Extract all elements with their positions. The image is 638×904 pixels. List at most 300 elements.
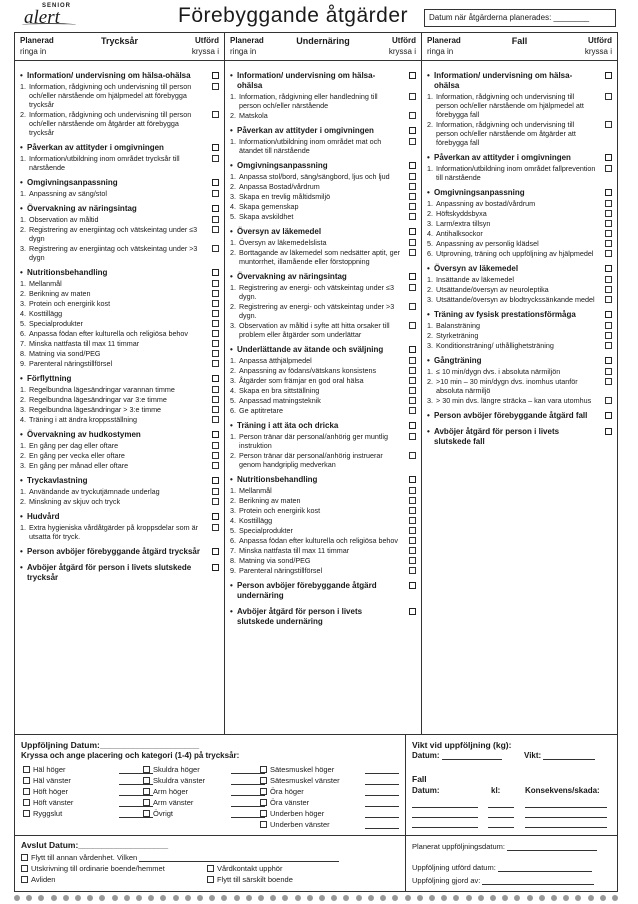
item-checkbox[interactable] xyxy=(212,416,219,423)
item-checkbox[interactable] xyxy=(409,527,416,534)
body-part-option[interactable]: Övrigt xyxy=(143,809,173,818)
item-checkbox[interactable] xyxy=(212,452,219,459)
section-heading: • Översyn av läkemedel xyxy=(230,227,416,237)
item-number: 2. xyxy=(20,289,26,298)
measure-item: 3. Protein och energirik kost xyxy=(230,506,416,515)
item-checkbox[interactable] xyxy=(409,303,416,310)
column-header xyxy=(422,33,617,61)
measure-item: 1. Information, rådgivning eller handledning till person och/eller närstående xyxy=(230,92,416,110)
item-number: 3. xyxy=(230,506,236,515)
decorative-dot xyxy=(405,895,411,901)
weight-value-field[interactable] xyxy=(524,751,595,760)
measure-item: 2. Registrering av energi- och vätskeintag under >3 dygn. xyxy=(230,302,416,320)
checkbox[interactable] xyxy=(260,821,267,828)
closure-title: Avslut Datum:___________________ xyxy=(21,840,169,850)
item-number: 3. xyxy=(427,295,433,304)
decorative-dot xyxy=(417,895,423,901)
section-checkbox[interactable] xyxy=(605,311,612,318)
checkbox[interactable] xyxy=(21,854,28,861)
checkbox[interactable] xyxy=(143,788,150,795)
measure-item: 2. >10 min – 30 min/dygn dvs. inomhus utanför absoluta närmiljö xyxy=(427,377,612,395)
checkbox[interactable] xyxy=(23,766,30,773)
section-heading: • Information/ undervisning om hälsa-ohälsa xyxy=(427,71,612,91)
decorative-dot xyxy=(14,895,20,901)
item-checkbox[interactable] xyxy=(409,357,416,364)
item-checkbox[interactable] xyxy=(212,300,219,307)
item-number: 1. xyxy=(20,441,26,450)
decorative-dot xyxy=(514,895,520,901)
decorative-dot xyxy=(563,895,569,901)
section-checkbox[interactable] xyxy=(605,428,612,435)
section-checkbox[interactable] xyxy=(409,422,416,429)
section-checkbox[interactable] xyxy=(605,265,612,272)
item-checkbox[interactable] xyxy=(212,190,219,197)
planned-header: Planerad xyxy=(427,36,461,45)
item-checkbox[interactable] xyxy=(605,378,612,385)
item-checkbox[interactable] xyxy=(409,138,416,145)
followup-pressure-ulcer xyxy=(15,735,406,835)
measure-item: 3. Utsättande/översyn av blodtryckssänkande medel xyxy=(427,295,612,304)
section-heading: • Påverkan av attityder i omgivningen xyxy=(20,143,219,153)
item-checkbox[interactable] xyxy=(409,517,416,524)
section-heading: • Omgivningsanpassning xyxy=(230,161,416,171)
body-part-option[interactable]: Höft höger xyxy=(23,787,68,796)
circle-hint: ringa in xyxy=(20,47,47,56)
item-number: 3. xyxy=(20,405,26,414)
decorative-dot xyxy=(38,895,44,901)
category-line[interactable] xyxy=(365,806,399,807)
section-checkbox[interactable] xyxy=(212,179,219,186)
section-heading: • Övervakning av hudkostymen xyxy=(20,430,219,440)
decorative-dot xyxy=(246,895,252,901)
section-heading: • Avböjer åtgärd för person i livets slutskede trycksår xyxy=(20,563,219,583)
item-number: 1. xyxy=(427,367,433,376)
section-checkbox[interactable] xyxy=(212,431,219,438)
measure-item: 1. Anpassa ätthjälpmedel xyxy=(230,356,416,365)
item-checkbox[interactable] xyxy=(605,240,612,247)
measure-item: 9. Parenteral näringstillförsel xyxy=(20,359,219,368)
item-checkbox[interactable] xyxy=(409,213,416,220)
item-number: 1. xyxy=(230,283,236,292)
item-checkbox[interactable] xyxy=(212,340,219,347)
item-checkbox[interactable] xyxy=(605,250,612,257)
done-header: Utförd xyxy=(392,36,416,45)
section-checkbox[interactable] xyxy=(212,375,219,382)
fall-time-line[interactable] xyxy=(488,807,514,808)
section-checkbox[interactable] xyxy=(409,346,416,353)
item-checkbox[interactable] xyxy=(605,121,612,128)
item-checkbox[interactable] xyxy=(409,367,416,374)
checkbox[interactable] xyxy=(207,876,214,883)
measure-section xyxy=(230,272,416,339)
measure-item: 1. Information, rådgivning och undervisning till person och/eller närstående om hjälpmedel att förebygga trycksår xyxy=(20,82,219,109)
checkbox[interactable] xyxy=(260,810,267,817)
measure-item: 2. Matskola xyxy=(230,111,416,120)
measure-section xyxy=(20,476,219,506)
section-checkbox[interactable] xyxy=(212,548,219,555)
measure-item: 2. Information, rådgivning och undervisning till person och/eller närstående om åtgärder att förebygga fall xyxy=(427,120,612,147)
measure-item: 1. Mellanmål xyxy=(20,279,219,288)
decorative-dot xyxy=(282,895,288,901)
item-number: 2. xyxy=(427,331,433,340)
item-checkbox[interactable] xyxy=(605,342,612,349)
measure-item: 5. Anpassad matningsteknik xyxy=(230,396,416,405)
item-checkbox[interactable] xyxy=(605,200,612,207)
item-checkbox[interactable] xyxy=(212,488,219,495)
measure-item: 3. Skapa en trevlig måltidsmiljö xyxy=(230,192,416,201)
measure-item: 5. Anpassning av personlig klädsel xyxy=(427,239,612,248)
logo-senior-text: SENIOR xyxy=(42,3,72,9)
decorative-dot xyxy=(26,895,32,901)
measure-item: 1. Information/utbildning inom området mat och ätandet till närstående xyxy=(230,137,416,155)
item-number: 9. xyxy=(230,566,236,575)
measures-grid xyxy=(14,32,618,735)
checkbox[interactable] xyxy=(143,766,150,773)
fall-date-line[interactable] xyxy=(412,807,478,808)
item-checkbox[interactable] xyxy=(212,320,219,327)
item-number: 4. xyxy=(427,229,433,238)
checkbox[interactable] xyxy=(21,876,28,883)
fall-time-line[interactable] xyxy=(488,827,514,828)
logo-swoosh xyxy=(22,23,76,27)
followup-done-by-field[interactable] xyxy=(412,876,594,885)
closure-option-transfer[interactable]: Flytt till annan vårdenhet. Vilken xyxy=(21,853,339,862)
section-heading: • Förflyttning xyxy=(20,374,219,384)
checkbox[interactable] xyxy=(207,865,214,872)
checkbox[interactable] xyxy=(260,799,267,806)
fall-consequence-line[interactable] xyxy=(525,807,607,808)
item-number: 2. xyxy=(230,111,236,120)
measure-section xyxy=(20,547,219,557)
measure-item: 6. Anpassa födan efter kulturella och religiösa behov xyxy=(20,329,219,338)
measure-item: 1. Användande av tryckutjämnade underlag xyxy=(20,487,219,496)
item-checkbox[interactable] xyxy=(409,433,416,440)
item-number: 2. xyxy=(230,248,236,257)
item-number: 2. xyxy=(230,496,236,505)
item-checkbox[interactable] xyxy=(605,165,612,172)
item-checkbox[interactable] xyxy=(212,280,219,287)
item-number: 1. xyxy=(20,523,26,532)
item-number: 4. xyxy=(230,516,236,525)
section-heading: • Träning i att äta och dricka xyxy=(230,421,416,431)
body-part-option[interactable]: Öra höger xyxy=(260,787,304,796)
decorative-dot xyxy=(307,895,313,901)
item-checkbox[interactable] xyxy=(409,93,416,100)
checkbox[interactable] xyxy=(23,777,30,784)
item-checkbox[interactable] xyxy=(605,286,612,293)
section-checkbox[interactable] xyxy=(409,476,416,483)
decorative-dot xyxy=(539,895,545,901)
planned-date-field[interactable]: Datum när åtgärderna planerades: ________ xyxy=(424,9,616,27)
item-number: 3. xyxy=(230,376,236,385)
item-checkbox[interactable] xyxy=(212,330,219,337)
decorative-dot xyxy=(343,895,349,901)
circle-hint: ringa in xyxy=(230,47,257,56)
measure-item: 3. Regelbundna lägesändringar > 3:e timme xyxy=(20,405,219,414)
item-number: 1. xyxy=(20,215,26,224)
section-checkbox[interactable] xyxy=(605,412,612,419)
section-checkbox[interactable] xyxy=(212,564,219,571)
measure-item: 4. Träning i att ändra kroppsställning xyxy=(20,415,219,424)
measure-item: 8. Matning via sond/PEG xyxy=(20,349,219,358)
item-checkbox[interactable] xyxy=(409,567,416,574)
item-checkbox[interactable] xyxy=(212,83,219,90)
category-line[interactable] xyxy=(365,784,399,785)
decorative-dot xyxy=(478,895,484,901)
section-heading: • Tryckavlastning xyxy=(20,476,219,486)
item-checkbox[interactable] xyxy=(212,396,219,403)
body-part-option[interactable]: Arm vänster xyxy=(143,798,193,807)
item-number: 2. xyxy=(230,451,236,460)
decorative-dot xyxy=(221,895,227,901)
item-checkbox[interactable] xyxy=(212,498,219,505)
item-number: 3. xyxy=(427,396,433,405)
item-number: 5. xyxy=(230,212,236,221)
section-heading: • Avböjer åtgärd för person i livets slutskede fall xyxy=(427,427,612,447)
closure-option-contact-ends[interactable]: Vårdkontakt upphör xyxy=(207,864,282,873)
item-number: 2. xyxy=(230,182,236,191)
section-heading: • Övervakning av näringsintag xyxy=(20,204,219,214)
checkbox[interactable] xyxy=(23,799,30,806)
item-checkbox[interactable] xyxy=(409,397,416,404)
followup-done-date-label: Uppföljning utförd datum: xyxy=(412,863,496,872)
item-checkbox[interactable] xyxy=(409,377,416,384)
checkbox[interactable] xyxy=(143,777,150,784)
item-checkbox[interactable] xyxy=(409,497,416,504)
section-checkbox[interactable] xyxy=(409,608,416,615)
item-number: 3. xyxy=(427,341,433,350)
section-heading: • Övervakning av näringsintag xyxy=(230,272,416,282)
decorative-dot xyxy=(136,895,142,901)
fall-consequence-line[interactable] xyxy=(525,817,607,818)
item-checkbox[interactable] xyxy=(409,249,416,256)
item-number: 2. xyxy=(427,209,433,218)
decorative-dot xyxy=(502,895,508,901)
decorative-dot xyxy=(270,895,276,901)
item-checkbox[interactable] xyxy=(605,230,612,237)
check-hint: kryssa i xyxy=(584,47,612,56)
body-part-option[interactable]: Underben höger xyxy=(260,809,324,818)
item-checkbox[interactable] xyxy=(605,210,612,217)
item-checkbox[interactable] xyxy=(605,368,612,375)
section-checkbox[interactable] xyxy=(605,154,612,161)
section-checkbox[interactable] xyxy=(605,357,612,364)
body-part-option[interactable]: Häl vänster xyxy=(23,776,71,785)
item-checkbox[interactable] xyxy=(212,310,219,317)
column-tryckar xyxy=(15,33,225,734)
item-checkbox[interactable] xyxy=(409,203,416,210)
column-title: Fall xyxy=(511,36,528,46)
checkbox[interactable] xyxy=(23,810,30,817)
decorative-dot xyxy=(429,895,435,901)
body-part-option[interactable]: Skuldra vänster xyxy=(143,776,205,785)
measure-item: 1. Anpassa stol/bord, säng/sängbord, ljus och ljud xyxy=(230,172,416,181)
item-checkbox[interactable] xyxy=(409,322,416,329)
measure-section xyxy=(20,178,219,198)
body-part-option[interactable]: Skuldra höger xyxy=(143,765,200,774)
measure-section xyxy=(427,71,612,147)
item-checkbox[interactable] xyxy=(409,284,416,291)
item-number: 2. xyxy=(230,302,236,311)
section-checkbox[interactable] xyxy=(212,477,219,484)
item-checkbox[interactable] xyxy=(212,350,219,357)
measure-section xyxy=(230,71,416,120)
category-line[interactable] xyxy=(365,828,399,829)
measure-item: 1. Information/utbildning inom området trycksår till närstående xyxy=(20,154,219,172)
followup-section xyxy=(14,735,618,836)
item-checkbox[interactable] xyxy=(409,452,416,459)
item-checkbox[interactable] xyxy=(605,220,612,227)
item-checkbox[interactable] xyxy=(605,322,612,329)
column-header xyxy=(225,33,421,61)
item-checkbox[interactable] xyxy=(409,193,416,200)
item-checkbox[interactable] xyxy=(409,407,416,414)
fall-date-line[interactable] xyxy=(412,827,478,828)
item-checkbox[interactable] xyxy=(212,245,219,252)
decorative-dot xyxy=(197,895,203,901)
item-checkbox[interactable] xyxy=(409,487,416,494)
followup-title: Uppföljning Datum:_____________________ xyxy=(21,740,200,750)
measure-item: 3. Åtgärder som främjar en god oral hälsa xyxy=(230,376,416,385)
section-checkbox[interactable] xyxy=(409,162,416,169)
item-checkbox[interactable] xyxy=(605,397,612,404)
body-part-option[interactable]: Underben vänster xyxy=(260,820,330,829)
checkbox[interactable] xyxy=(260,766,267,773)
item-number: 1. xyxy=(230,486,236,495)
closure-option-discharge[interactable]: Utskrivning till ordinarie boende/hemmet xyxy=(21,864,165,873)
item-checkbox[interactable] xyxy=(212,226,219,233)
item-number: 3. xyxy=(230,192,236,201)
measure-item: 8. Matning via sond/PEG xyxy=(230,556,416,565)
measure-section xyxy=(427,310,612,350)
section-checkbox[interactable] xyxy=(605,189,612,196)
body-part-option[interactable]: Sätesmuskel höger xyxy=(260,765,334,774)
measure-item: 2. Person tränar där personal/anhörig instruerar genom handgriplig medverkan xyxy=(230,451,416,469)
measure-section xyxy=(20,71,219,137)
section-checkbox[interactable] xyxy=(212,144,219,151)
fall-time-line[interactable] xyxy=(488,817,514,818)
measure-item: 1. Mellanmål xyxy=(230,486,416,495)
item-number: 2. xyxy=(20,395,26,404)
section-heading: • Information/ undervisning om hälsa-ohälsa xyxy=(20,71,219,81)
section-checkbox[interactable] xyxy=(212,269,219,276)
section-checkbox[interactable] xyxy=(212,205,219,212)
measure-item: 4. Antihalksockor xyxy=(427,229,612,238)
followup-weight-fall xyxy=(406,735,617,835)
item-checkbox[interactable] xyxy=(605,93,612,100)
decorative-dot xyxy=(258,895,264,901)
body-part-option[interactable]: Häl höger xyxy=(23,765,66,774)
decorative-dot xyxy=(99,895,105,901)
checkbox[interactable] xyxy=(260,777,267,784)
body-part-option[interactable]: Arm höger xyxy=(143,787,188,796)
measure-item: 1. Anpassning av bostad/vårdrum xyxy=(427,199,612,208)
decorative-dot xyxy=(612,895,618,901)
item-checkbox[interactable] xyxy=(212,386,219,393)
item-checkbox[interactable] xyxy=(212,462,219,469)
checkbox[interactable] xyxy=(21,865,28,872)
item-checkbox[interactable] xyxy=(212,155,219,162)
item-checkbox[interactable] xyxy=(212,406,219,413)
section-checkbox[interactable] xyxy=(409,72,416,79)
item-checkbox[interactable] xyxy=(212,216,219,223)
item-checkbox[interactable] xyxy=(409,173,416,180)
item-checkbox[interactable] xyxy=(212,290,219,297)
weight-date-field[interactable] xyxy=(412,751,502,760)
section-checkbox[interactable] xyxy=(409,127,416,134)
checkbox[interactable] xyxy=(143,810,150,817)
item-number: 6. xyxy=(427,249,433,258)
item-checkbox[interactable] xyxy=(605,332,612,339)
category-line[interactable] xyxy=(365,817,399,818)
item-checkbox[interactable] xyxy=(212,524,219,531)
item-checkbox[interactable] xyxy=(409,507,416,514)
decorative-dot xyxy=(490,895,496,901)
weight-date-label: Datum: xyxy=(412,751,440,760)
body-part-option[interactable]: Öra vänster xyxy=(260,798,309,807)
category-line[interactable] xyxy=(365,773,399,774)
section-heading: • Person avböjer förebyggande åtgärd trycksår xyxy=(20,547,219,557)
measure-item: 3. En gång per månad eller oftare xyxy=(20,461,219,470)
section-checkbox[interactable] xyxy=(409,273,416,280)
decorative-dot xyxy=(234,895,240,901)
item-checkbox[interactable] xyxy=(212,360,219,367)
followup-done-date-field[interactable] xyxy=(412,863,592,872)
closure-option-deceased[interactable]: Avliden xyxy=(21,875,55,884)
item-checkbox[interactable] xyxy=(212,442,219,449)
section-checkbox[interactable] xyxy=(212,513,219,520)
measure-item: 7. Minska nattfasta till max 11 timmar xyxy=(20,339,219,348)
item-checkbox[interactable] xyxy=(409,387,416,394)
category-line[interactable] xyxy=(365,795,399,796)
item-checkbox[interactable] xyxy=(409,239,416,246)
item-checkbox[interactable] xyxy=(409,112,416,119)
section-heading: • Hudvård xyxy=(20,512,219,522)
item-number: 4. xyxy=(20,415,26,424)
section-checkbox[interactable] xyxy=(409,228,416,235)
decorative-dot xyxy=(63,895,69,901)
item-checkbox[interactable] xyxy=(212,111,219,118)
followup-planning xyxy=(406,836,617,891)
section-checkbox[interactable] xyxy=(212,72,219,79)
checkbox[interactable] xyxy=(23,788,30,795)
item-checkbox[interactable] xyxy=(409,547,416,554)
body-part-option[interactable]: Sätesmuskel vänster xyxy=(260,776,340,785)
fall-consequence-line[interactable] xyxy=(525,827,607,828)
item-checkbox[interactable] xyxy=(605,276,612,283)
item-number: 1. xyxy=(230,92,236,101)
column-fall xyxy=(422,33,617,734)
item-checkbox[interactable] xyxy=(409,537,416,544)
item-number: 1. xyxy=(230,238,236,247)
checkbox[interactable] xyxy=(260,788,267,795)
closure-option-special-housing[interactable]: Flytt till särskilt boende xyxy=(207,875,293,884)
planned-followup-field[interactable] xyxy=(412,842,597,851)
item-checkbox[interactable] xyxy=(409,557,416,564)
item-checkbox[interactable] xyxy=(409,183,416,190)
body-part-option[interactable]: Ryggslut xyxy=(23,809,62,818)
body-part-option[interactable]: Höft vänster xyxy=(23,798,73,807)
fall-date-line[interactable] xyxy=(412,817,478,818)
checkbox[interactable] xyxy=(143,799,150,806)
measure-item: 7. Minska nattfasta till max 11 timmar xyxy=(230,546,416,555)
item-checkbox[interactable] xyxy=(605,296,612,303)
section-heading: • Information/ undervisning om hälsa-ohälsa xyxy=(230,71,416,91)
section-checkbox[interactable] xyxy=(605,72,612,79)
measure-item: 9. Parenteral näringstillförsel xyxy=(230,566,416,575)
measure-item: 1. Anpassning av säng/stol xyxy=(20,189,219,198)
section-checkbox[interactable] xyxy=(409,582,416,589)
